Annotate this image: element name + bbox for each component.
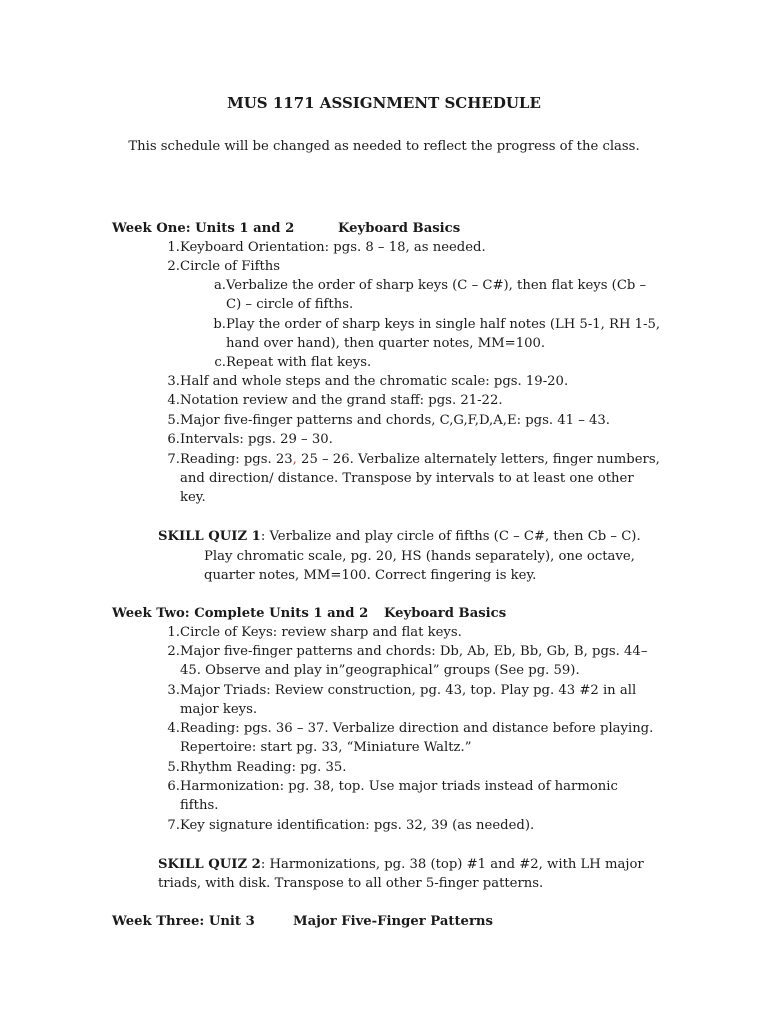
week-one-heading xyxy=(112,219,461,238)
skill-quiz-2 xyxy=(158,855,644,874)
item-number: 7. xyxy=(167,452,180,467)
item-text: Verbalize the order of sharp keys (C – C#), then flat keys (Cb – xyxy=(226,278,647,293)
item-letter: a. xyxy=(213,278,226,293)
quiz-label: SKILL QUIZ 2 xyxy=(158,857,261,872)
item-continuation: C) – circle of fifths. xyxy=(226,297,354,312)
week-one-label: Week One: Units 1 and 2 xyxy=(112,221,295,236)
item-text: Notation review and the grand staff: pgs. 21-22. xyxy=(180,393,503,408)
item-text: Major five-finger patterns and chords, C,G,F,D,A,E: pgs. 41 – 43. xyxy=(180,413,610,428)
item-text: Major Triads: Review construction, pg. 43, top. Play pg. 43 #2 in all xyxy=(180,683,637,698)
item-continuation: key. xyxy=(180,490,206,505)
item-number: 6. xyxy=(167,432,180,447)
item-text: Circle of Keys: review sharp and flat keys. xyxy=(180,625,462,640)
item-number: 1. xyxy=(167,240,180,255)
quiz-label: SKILL QUIZ 1 xyxy=(158,529,261,544)
item-number: 5. xyxy=(167,413,180,428)
item-number: 3. xyxy=(167,374,180,389)
item-text-part: 25 – 26. Verbalize alternately letters, finger numbers, xyxy=(296,452,660,467)
item-continuation: and direction/ distance. Transpose by intervals to at least one other xyxy=(180,471,634,486)
skill-quiz-1 xyxy=(158,527,641,546)
item-number: 4. xyxy=(167,721,180,736)
item-number: 2. xyxy=(167,644,180,659)
week-two-topic: Keyboard Basics xyxy=(384,606,507,621)
item-number: 3. xyxy=(167,683,180,698)
week-two-heading xyxy=(112,604,507,623)
quiz-continuation: triads, with disk. Transpose to all other 5-finger patterns. xyxy=(158,876,544,891)
item-continuation: major keys. xyxy=(180,702,258,717)
week-two-label: Week Two: Complete Units 1 and 2 xyxy=(112,606,369,621)
item-continuation: hand over hand), then quarter notes, MM=100. xyxy=(226,336,546,351)
item-text: Harmonization: pg. 38, top. Use major triads instead of harmonic xyxy=(180,779,618,794)
week-three-label: Week Three: Unit 3 xyxy=(112,914,255,929)
item-text: Circle of Fifths xyxy=(180,259,281,274)
item-continuation: fifths. xyxy=(180,798,219,813)
quiz-text: : Harmonizations, pg. 38 (top) #1 and #2, with LH major xyxy=(260,857,644,872)
item-continuation: 45. Observe and play in”geographical” groups (See pg. 59). xyxy=(180,663,580,678)
week-one-topic: Keyboard Basics xyxy=(338,221,461,236)
item-text xyxy=(180,450,660,469)
item-text: Rhythm Reading: pg. 35. xyxy=(180,760,347,775)
item-continuation: Repertoire: start pg. 33, “Miniature Waltz.” xyxy=(180,740,472,755)
item-text: Intervals: pgs. 29 – 30. xyxy=(180,432,333,447)
item-text: Keyboard Orientation: pgs. 8 – 18, as needed. xyxy=(180,240,486,255)
item-letter: c. xyxy=(214,355,226,370)
quiz-continuation: Play chromatic scale, pg. 20, HS (hands separately), one octave, xyxy=(204,549,635,564)
item-text: Half and whole steps and the chromatic scale: pgs. 19-20. xyxy=(180,374,569,389)
item-text: Key signature identification: pgs. 32, 39 (as needed). xyxy=(180,818,535,833)
item-text: Repeat with flat keys. xyxy=(226,355,372,370)
quiz-text: : Verbalize and play circle of fifths (C – C#, then Cb – C). xyxy=(260,529,641,544)
quiz-continuation: quarter notes, MM=100. Correct fingering is key. xyxy=(204,568,537,583)
week-three-heading xyxy=(112,912,493,931)
item-number: 6. xyxy=(167,779,180,794)
item-number: 2. xyxy=(167,259,180,274)
item-text: Reading: pgs. 36 – 37. Verbalize direction and distance before playing. xyxy=(180,721,654,736)
item-letter: b. xyxy=(213,317,226,332)
item-text-part: Reading: pgs. 23 xyxy=(180,452,293,467)
item-text: Play the order of sharp keys in single half notes (LH 5-1, RH 1-5, xyxy=(226,317,661,332)
item-number: 4. xyxy=(167,393,180,408)
week-three-topic: Major Five-Finger Patterns xyxy=(293,914,493,929)
item-number: 1. xyxy=(167,625,180,640)
item-text-mark: , xyxy=(292,452,297,467)
page-subtitle: This schedule will be changed as needed to reflect the progress of the class. xyxy=(128,139,640,154)
item-number: 5. xyxy=(167,760,180,775)
item-number: 7. xyxy=(167,818,180,833)
item-text: Major five-finger patterns and chords: Db, Ab, Eb, Bb, Gb, B, pgs. 44– xyxy=(180,644,648,659)
page-title: MUS 1171 ASSIGNMENT SCHEDULE xyxy=(227,94,541,112)
